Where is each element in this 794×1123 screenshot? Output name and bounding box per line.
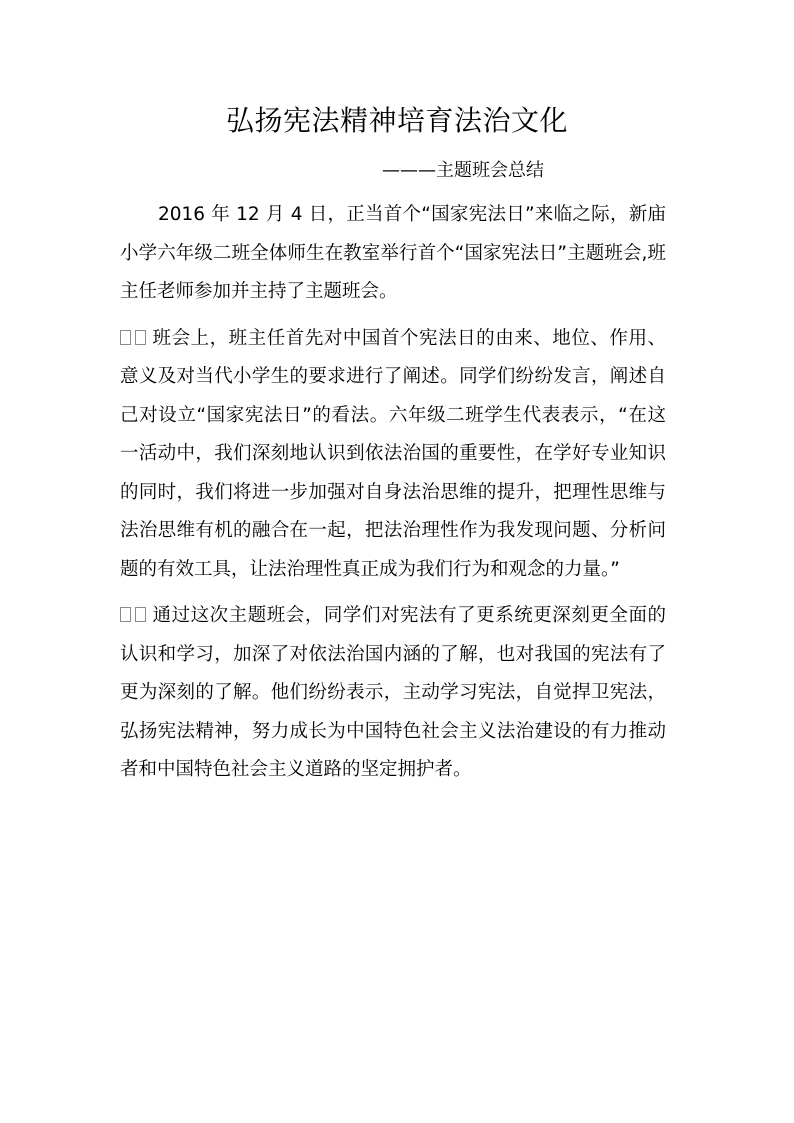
paragraph-3-text: 通过这次主题班会，同学们对宪法有了更系统更深刻更全面的认识和学习，加深了对依法治国内涵的了解，也对我国的宪法有了更为深刻的了解。他们纷纷表示，主动学习宪法，自觉捍卫宪法，弘扬宪法精神，努力成长为中国特色社会主义法治建设的有力推动者和中国特色社会主义道路的坚定拥护者。 [120, 605, 666, 780]
missing-glyph-icon [120, 597, 150, 636]
missing-glyph-icon [120, 320, 150, 359]
document-subtitle: ———主题班会总结 [382, 160, 544, 181]
document-body [120, 196, 666, 790]
paragraph-1-text: 2016 年 12 月 4 日，正当首个“国家宪法日”来临之际，新庙小学六年级二班全体师生在教室举行首个“国家宪法日”主题班会,班主任老师参加并主持了主题班会。 [120, 204, 666, 302]
paragraph-2-text: 班会上，班主任首先对中国首个宪法日的由来、地位、作用、意义及对当代小学生的要求进行了阐述。同学们纷纷发言，阐述自己对设立“国家宪法日”的看法。六年级二班学生代表表示，“在这一活动中，我们深刻地认识到依法治国的重要性，在学好专业知识的同时，我们将进一步加强对自身法治思维的提升，把理性思维与法治思维有机的融合在一起，把法治理性作为我发现问题、分析问题的有效工具，让法治理性真正成为我们行为和观念的力量。” [120, 327, 666, 580]
paragraph-2 [120, 320, 666, 590]
paragraph-1 [120, 196, 666, 312]
document-title: 弘扬宪法精神培育法治文化 [225, 104, 568, 137]
paragraph-3 [120, 597, 666, 790]
